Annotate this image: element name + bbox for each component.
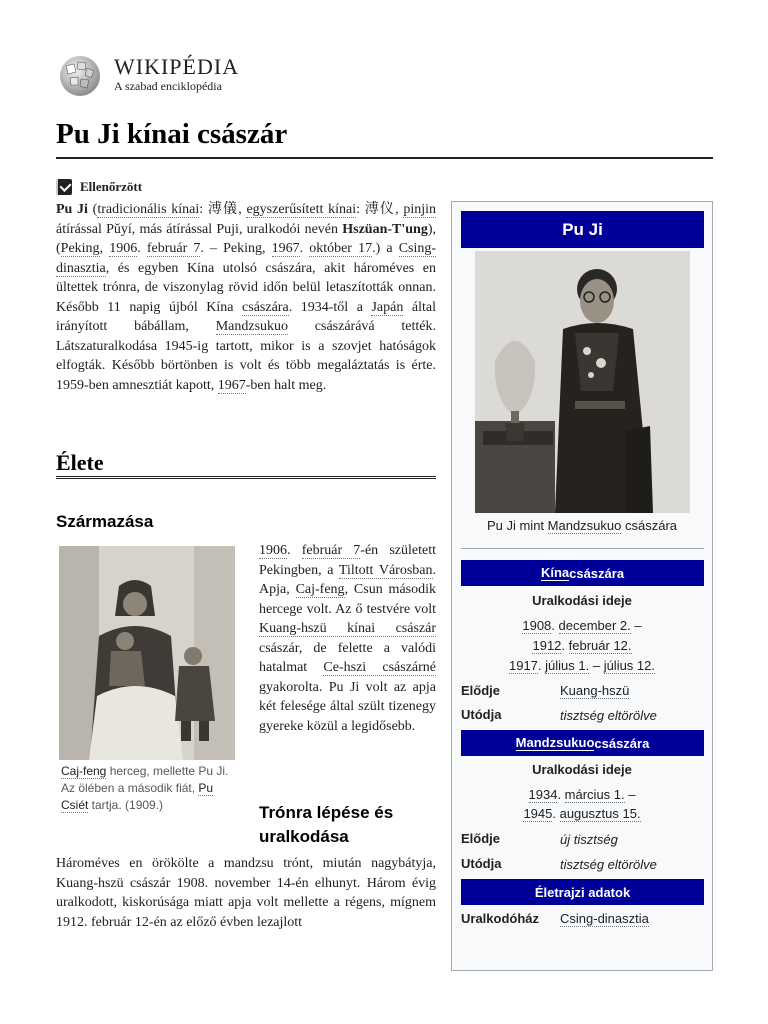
caption-text: herceg, mellette Pu Ji. Az ölében a második fiát,: [61, 764, 229, 795]
title-divider: [56, 157, 713, 159]
link-february-7[interactable]: február 7: [146, 241, 201, 256]
link-1906[interactable]: 1906: [109, 241, 138, 256]
house-label: Uralkodóház: [461, 911, 540, 926]
link-china[interactable]: Kína: [540, 565, 570, 580]
paragraph-text: . Apja,: [259, 562, 436, 597]
infobox-section-china: [461, 560, 704, 586]
predecessor-label: Elődje: [461, 831, 501, 846]
section-header-text: császára: [594, 735, 650, 751]
link-emperor[interactable]: császára: [242, 299, 289, 315]
link-1967-b[interactable]: 1967: [217, 377, 246, 393]
paragraph-text: gyakorolta. Pu Ji volt az apja két felesége által szült tizenegy gyereke közül a legidősebb.: [259, 679, 436, 734]
link-manchukuo[interactable]: Mandzsukuo: [547, 518, 622, 533]
successor-label: Utódja: [461, 856, 502, 871]
reign-line: 1917. július 1. – július 12.: [508, 658, 655, 673]
intro-text: .: [299, 241, 310, 256]
caption-text: tartja. (1909.): [88, 798, 164, 812]
checked-status: [56, 178, 142, 196]
reign-text: –: [630, 618, 642, 633]
link-march-1[interactable]: március 1.: [564, 787, 625, 802]
link-pinyin[interactable]: pinjin: [403, 202, 436, 217]
portrait-caption: [452, 518, 712, 533]
predecessor-value: [560, 683, 629, 698]
link-cixi[interactable]: Ce-hszi császárné: [323, 660, 436, 675]
wikipedia-tagline: A szabad enciklopédia: [114, 79, 222, 93]
predecessor-label: Elődje: [461, 683, 501, 698]
intro-text: . 1934-től a: [288, 299, 372, 315]
caption-text: Pu Ji mint: [486, 518, 548, 533]
link-1967[interactable]: 1967: [271, 241, 300, 256]
link-1908[interactable]: 1908: [522, 618, 552, 633]
intro-text: .) a: [372, 241, 399, 256]
intro-paragraph: [56, 200, 436, 395]
intro-text: által irányított bábállam,: [56, 299, 436, 334]
intro-text: ,: [99, 241, 110, 256]
intro-text: ), (: [56, 221, 436, 256]
infobox-title: Pu Ji: [461, 211, 704, 248]
section-header-text: császára: [569, 565, 625, 581]
intro-text: .: [137, 241, 147, 256]
link-pu-csie[interactable]: Pu Csiét: [61, 781, 214, 812]
link-qing-dynasty[interactable]: Csing-dinasztia: [56, 241, 437, 276]
paragraph-text: .: [287, 543, 302, 558]
paragraph-text: császár, de felette a valódi hatalmat: [259, 640, 436, 675]
successor-value: tisztség eltörölve: [560, 857, 657, 872]
checkmark-icon: [56, 179, 72, 195]
wikipedia-globe-icon: [56, 54, 104, 98]
link-1945[interactable]: 1945: [523, 806, 553, 821]
link-traditional-chinese[interactable]: tradicionális kínai: [97, 202, 200, 217]
reign-line: 1912. február 12.: [532, 638, 632, 653]
subsection-heading-tronra: Trónra lépése és uralkodása: [259, 803, 394, 846]
origin-paragraph: [259, 541, 436, 736]
link-july-1[interactable]: július 1.: [545, 658, 590, 673]
reign-line: 1945. augusztus 15.: [523, 806, 641, 821]
link-peking[interactable]: Peking: [60, 241, 100, 256]
infobox-section-bio: Életrajzi adatok: [461, 879, 704, 905]
link-guangxu-emperor[interactable]: Kuang-hszü kínai császár: [259, 621, 436, 636]
family-photo-image: [59, 546, 235, 760]
section-heading-elete: Élete: [56, 450, 104, 475]
link-guangxu[interactable]: Kuang-hszü: [560, 683, 630, 698]
intro-text: : 溥仪,: [356, 202, 404, 217]
link-1906[interactable]: 1906: [259, 543, 287, 558]
link-qing-dynasty[interactable]: Csing-dinasztia: [560, 911, 649, 926]
link-cajfeng[interactable]: Caj-feng: [295, 582, 345, 597]
subject-name: Pu Ji: [56, 202, 88, 217]
intro-text: császárává tették. Látszaturalkodása 1945-ig tartott, mikor is a szovjet hatóságok elfogták. Később börtönben is volt és több megaláztatás is érte. 1959-ben amnesztiát kapott,: [56, 319, 436, 393]
link-february-12[interactable]: február 12.: [568, 638, 632, 653]
link-1917[interactable]: 1917: [508, 658, 538, 673]
reign-paragraph: Hároméves en örökölte a mandzsu trónt, miután nagybátyja, Kuang-hszü császár 1908. november 14-én elhunyt. Három évig uralkodott, kiskorúsága miatt apja volt mellette a régens, mígnem 1912. február 12-én az előző évben lezajlott: [56, 856, 436, 930]
link-forbidden-city[interactable]: Tiltott Városban: [338, 562, 433, 578]
reign-text: –: [589, 658, 604, 673]
checked-label: Ellenőrzött: [80, 179, 143, 194]
infobox: [451, 201, 713, 971]
paragraph-text: , Csun második hercege volt. Az ő testvére volt: [259, 582, 436, 617]
paragraph-text: -én született Pekingben, a: [259, 543, 437, 578]
reign-text: –: [624, 787, 636, 802]
portrait-photo-image: [475, 251, 690, 513]
family-photo-caption: [61, 763, 237, 814]
intro-text: (: [87, 202, 98, 217]
link-cajfeng[interactable]: Caj-feng: [61, 764, 107, 778]
ruling-name: Hszüan-T'ung: [342, 221, 428, 237]
portrait-photo[interactable]: [475, 251, 690, 513]
link-simplified-chinese[interactable]: egyszerűsített kínai: [246, 202, 357, 217]
link-1912[interactable]: 1912: [532, 638, 562, 653]
link-july-12[interactable]: július 12.: [603, 658, 655, 673]
page-title: Pu Ji kínai császár: [56, 118, 288, 150]
infobox-separator: [461, 548, 704, 549]
intro-text: átírással Pǔyí, más átírással Puji, uralkodói nevén: [56, 221, 343, 237]
link-february-7[interactable]: február 7: [301, 543, 361, 558]
intro-text: . – Peking,: [200, 241, 272, 256]
link-manchukuo[interactable]: Mandzsukuo: [515, 735, 595, 750]
wikipedia-logo[interactable]: [56, 52, 246, 102]
caption-text: császára: [621, 518, 678, 533]
reign-label: Uralkodási ideje: [532, 593, 632, 608]
link-japan[interactable]: Japán: [371, 299, 404, 315]
wikipedia-wordmark: WIKIPÉDIA: [114, 54, 240, 79]
family-photo[interactable]: [59, 546, 235, 760]
link-december-2[interactable]: december 2.: [558, 618, 631, 633]
reign-label: Uralkodási ideje: [532, 762, 632, 777]
reign-line: 1934. március 1. –: [528, 787, 636, 802]
subsection-heading-szarmazasa: Származása: [56, 512, 154, 531]
successor-label: Utódja: [461, 707, 502, 722]
link-october-17[interactable]: október 17: [309, 241, 373, 256]
link-august-15[interactable]: augusztus 15.: [559, 806, 641, 821]
link-manchukuo[interactable]: Mandzsukuo: [215, 319, 289, 334]
successor-value: tisztség eltörölve: [560, 708, 657, 723]
intro-text: , és egyben Kína utolsó császára, akit hároméves en ültettek trónra, de viszonylag rövid időn belül letaszították onnan. Később 11 napig újból Kína: [56, 260, 436, 315]
predecessor-value: új tisztség: [560, 832, 618, 847]
infobox-section-manchukuo: [461, 730, 704, 756]
intro-text: -ben halt meg.: [245, 377, 327, 393]
intro-text: : 溥儀,: [199, 202, 247, 217]
link-1934[interactable]: 1934: [528, 787, 558, 802]
reign-line: 1908. december 2. –: [522, 618, 642, 633]
house-value: [560, 911, 649, 926]
section-divider: [56, 476, 436, 479]
